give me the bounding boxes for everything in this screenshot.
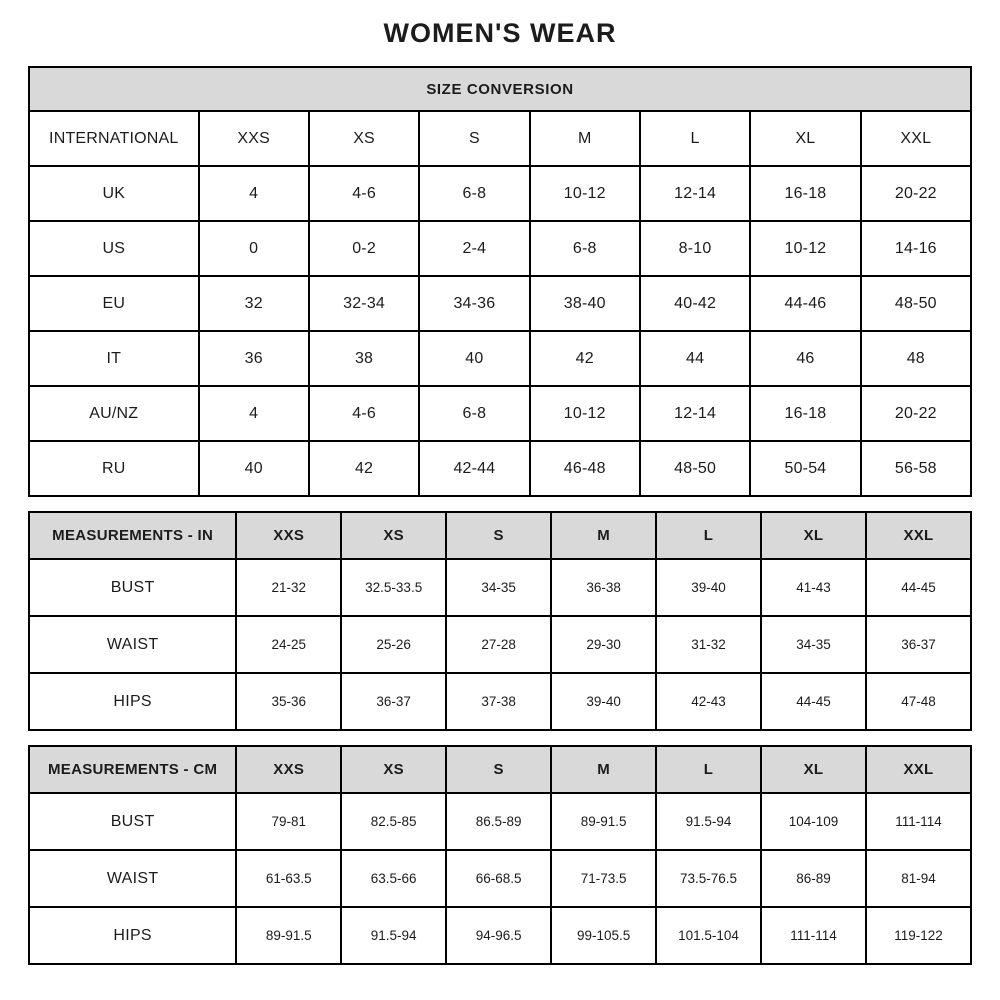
cell: 0-2 [309, 221, 419, 276]
cell: 21-32 [236, 559, 341, 616]
table-row [29, 673, 971, 730]
cell: 24-25 [236, 616, 341, 673]
page-title: WOMEN'S WEAR [383, 18, 617, 48]
table-row [29, 907, 971, 964]
measurements-cm-header: MEASUREMENTS - CM [29, 746, 236, 793]
cell: 42-43 [656, 673, 761, 730]
cell: 34-35 [446, 559, 551, 616]
table-row [29, 67, 971, 111]
column-header-size: XXL [861, 111, 971, 166]
cell: 111-114 [761, 907, 866, 964]
column-header-size: XL [761, 746, 866, 793]
cell: 104-109 [761, 793, 866, 850]
cell: 16-18 [750, 166, 860, 221]
cell: 6-8 [419, 386, 529, 441]
cell: 101.5-104 [656, 907, 761, 964]
cell: 81-94 [866, 850, 971, 907]
column-header-size: S [446, 746, 551, 793]
column-header-international: INTERNATIONAL [29, 111, 199, 166]
cell: 71-73.5 [551, 850, 656, 907]
column-header-size: M [530, 111, 640, 166]
cell: 0 [199, 221, 309, 276]
table-row [29, 331, 971, 386]
cell: 41-43 [761, 559, 866, 616]
cell: 37-38 [446, 673, 551, 730]
column-header-size: XS [309, 111, 419, 166]
cell: 38-40 [530, 276, 640, 331]
table-row [29, 512, 971, 559]
column-header-size: XXS [236, 512, 341, 559]
cell: 61-63.5 [236, 850, 341, 907]
cell: 10-12 [530, 386, 640, 441]
cell: 44-45 [761, 673, 866, 730]
cell: 20-22 [861, 386, 971, 441]
measurements-in-header: MEASUREMENTS - IN [29, 512, 236, 559]
cell: 44-46 [750, 276, 860, 331]
cell: 38 [309, 331, 419, 386]
cell: 44-45 [866, 559, 971, 616]
column-header-size: XXL [866, 746, 971, 793]
cell: 36-37 [866, 616, 971, 673]
row-label-us: US [29, 221, 199, 276]
cell: 48-50 [640, 441, 750, 496]
cell: 40 [419, 331, 529, 386]
cell: 89-91.5 [236, 907, 341, 964]
cell: 39-40 [656, 559, 761, 616]
cell: 119-122 [866, 907, 971, 964]
cell: 40-42 [640, 276, 750, 331]
table-row [29, 616, 971, 673]
size-conversion-header: SIZE CONVERSION [29, 67, 971, 111]
row-label-waist: WAIST [29, 850, 236, 907]
cell: 46-48 [530, 441, 640, 496]
table-row [29, 441, 971, 496]
cell: 4-6 [309, 386, 419, 441]
cell: 36 [199, 331, 309, 386]
cell: 10-12 [530, 166, 640, 221]
cell: 42 [530, 331, 640, 386]
cell: 46 [750, 331, 860, 386]
cell: 10-12 [750, 221, 860, 276]
cell: 91.5-94 [656, 793, 761, 850]
row-label-it: IT [29, 331, 199, 386]
cell: 42 [309, 441, 419, 496]
cell: 14-16 [861, 221, 971, 276]
column-header-size: XS [341, 512, 446, 559]
table-row [29, 221, 971, 276]
row-label-aunz: AU/NZ [29, 386, 199, 441]
column-header-size: L [656, 512, 761, 559]
row-label-bust: BUST [29, 559, 236, 616]
cell: 27-28 [446, 616, 551, 673]
cell: 73.5-76.5 [656, 850, 761, 907]
cell: 50-54 [750, 441, 860, 496]
cell: 66-68.5 [446, 850, 551, 907]
cell: 34-35 [761, 616, 866, 673]
cell: 44 [640, 331, 750, 386]
cell: 12-14 [640, 166, 750, 221]
column-header-size: XL [750, 111, 860, 166]
row-label-bust: BUST [29, 793, 236, 850]
cell: 34-36 [419, 276, 529, 331]
cell: 4-6 [309, 166, 419, 221]
table-row [29, 850, 971, 907]
column-header-size: S [419, 111, 529, 166]
cell: 31-32 [656, 616, 761, 673]
cell: 2-4 [419, 221, 529, 276]
cell: 99-105.5 [551, 907, 656, 964]
cell: 4 [199, 386, 309, 441]
table-row [29, 559, 971, 616]
column-header-size: S [446, 512, 551, 559]
cell: 29-30 [551, 616, 656, 673]
table-row [29, 793, 971, 850]
row-label-eu: EU [29, 276, 199, 331]
column-header-size: XL [761, 512, 866, 559]
table-row [29, 746, 971, 793]
row-label-hips: HIPS [29, 907, 236, 964]
table-row [29, 111, 971, 166]
column-header-size: L [640, 111, 750, 166]
cell: 4 [199, 166, 309, 221]
size-conversion-table [28, 66, 972, 497]
cell: 56-58 [861, 441, 971, 496]
table-row [29, 386, 971, 441]
row-label-waist: WAIST [29, 616, 236, 673]
cell: 32 [199, 276, 309, 331]
cell: 32-34 [309, 276, 419, 331]
cell: 32.5-33.5 [341, 559, 446, 616]
cell: 36-38 [551, 559, 656, 616]
cell: 6-8 [419, 166, 529, 221]
cell: 82.5-85 [341, 793, 446, 850]
cell: 39-40 [551, 673, 656, 730]
cell: 42-44 [419, 441, 529, 496]
table-row [29, 166, 971, 221]
column-header-size: M [551, 746, 656, 793]
cell: 86-89 [761, 850, 866, 907]
table-row [29, 276, 971, 331]
row-label-uk: UK [29, 166, 199, 221]
cell: 47-48 [866, 673, 971, 730]
cell: 79-81 [236, 793, 341, 850]
column-header-size: L [656, 746, 761, 793]
row-label-ru: RU [29, 441, 199, 496]
cell: 63.5-66 [341, 850, 446, 907]
cell: 36-37 [341, 673, 446, 730]
cell: 91.5-94 [341, 907, 446, 964]
cell: 86.5-89 [446, 793, 551, 850]
cell: 40 [199, 441, 309, 496]
cell: 35-36 [236, 673, 341, 730]
cell: 16-18 [750, 386, 860, 441]
cell: 12-14 [640, 386, 750, 441]
column-header-size: XS [341, 746, 446, 793]
cell: 20-22 [861, 166, 971, 221]
cell: 89-91.5 [551, 793, 656, 850]
cell: 8-10 [640, 221, 750, 276]
cell: 94-96.5 [446, 907, 551, 964]
cell: 48 [861, 331, 971, 386]
column-header-size: XXS [236, 746, 341, 793]
measurements-cm-table [28, 745, 972, 965]
column-header-size: XXL [866, 512, 971, 559]
column-header-size: XXS [199, 111, 309, 166]
cell: 111-114 [866, 793, 971, 850]
cell: 25-26 [341, 616, 446, 673]
column-header-size: M [551, 512, 656, 559]
row-label-hips: HIPS [29, 673, 236, 730]
cell: 6-8 [530, 221, 640, 276]
measurements-in-table [28, 511, 972, 731]
cell: 48-50 [861, 276, 971, 331]
